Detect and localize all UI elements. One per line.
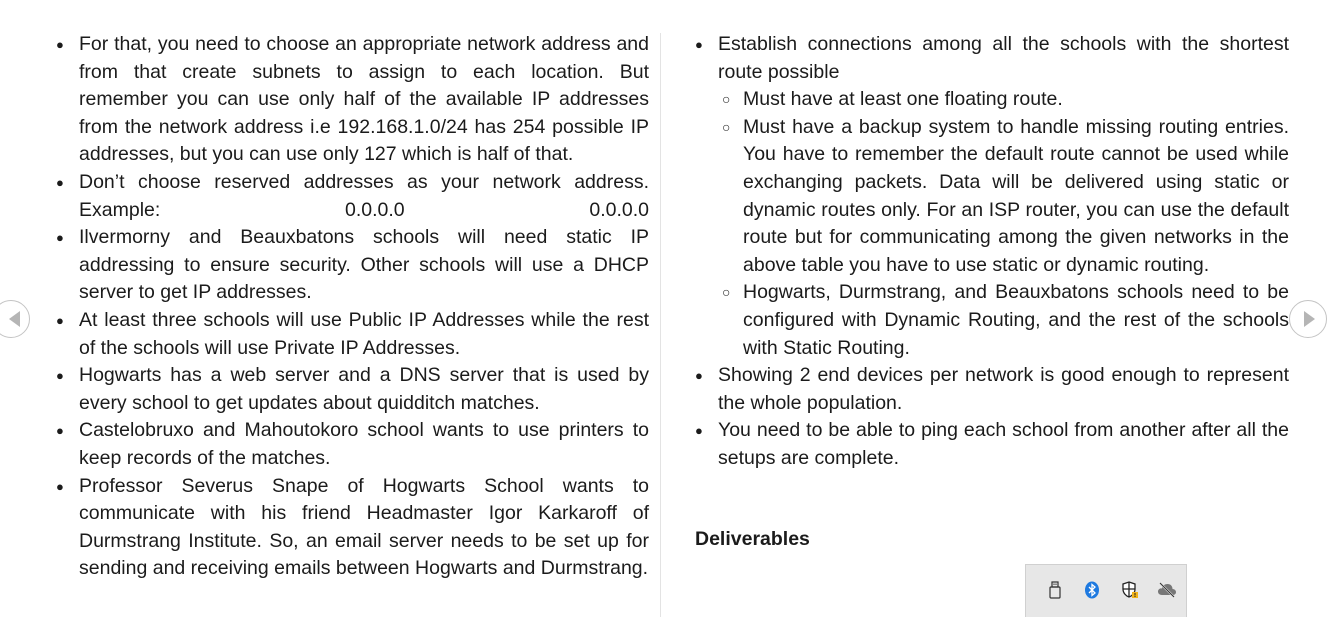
right-column: [695, 31, 1289, 473]
left-bullet-list: [56, 31, 649, 583]
right-bullet-list-continued: [695, 362, 1289, 472]
list-item: ● Ilvermorny and Beauxbatons schools will need static IP addressing to ensure security. Other schools will use a DHCP server to get IP addresses.: [56, 224, 649, 307]
list-item: ● Don’t choose reserved addresses as your network address. Example: 0.0.0.0 0.0.0.0: [56, 169, 649, 224]
section-heading: Deliverables: [695, 528, 810, 550]
security-shield-warning-icon[interactable]: [1111, 577, 1149, 603]
list-item: ● Professor Severus Snape of Hogwarts School wants to communicate with his friend Headmaster Igor Karkaroff of Durmstrang Institute. So, an email server needs to be set up for sending and receiving emails between Hogwarts and Durmstrang.: [56, 473, 649, 583]
list-item: ● Castelobruxo and Mahoutokoro school wants to use printers to keep records of the matches.: [56, 417, 649, 472]
sub-list-item: ○ Hogwarts, Durmstrang, and Beauxbatons schools need to be configured with Dynamic Routing, and the rest of the schools with Static Routing.: [695, 279, 1289, 362]
list-item: [695, 31, 1289, 86]
right-bullet-list: [695, 31, 1289, 86]
bluetooth-icon[interactable]: [1074, 577, 1112, 603]
chevron-right-icon: [1304, 311, 1315, 327]
sub-bullet-list: [695, 86, 1289, 362]
list-item: ● At least three schools will use Public IP Addresses while the rest of the schools will use Private IP Addresses.: [56, 307, 649, 362]
cloud-offline-icon[interactable]: [1149, 577, 1187, 603]
sub-list-item: ○ Must have at least one floating route.: [695, 86, 1289, 114]
list-item: ● Showing 2 end devices per network is good enough to represent the whole population.: [695, 362, 1289, 417]
previous-page-button[interactable]: [0, 300, 30, 338]
next-page-button[interactable]: [1289, 300, 1327, 338]
list-item: ● For that, you need to choose an appropriate network address and from that create subnets to assign to each location. But remember you can use only half of the available IP addresses from the network address i.e 192.168.1.0/24 has 254 possible IP addresses, but you can use only 127 which is half of that.: [56, 31, 649, 169]
list-item: ● You need to be able to ping each school from another after all the setups are complete.: [695, 417, 1289, 472]
page-divider: [660, 33, 661, 617]
chevron-left-icon: [9, 311, 20, 327]
list-item: ● Hogwarts has a web server and a DNS server that is used by every school to get updates about quidditch matches.: [56, 362, 649, 417]
usb-drive-icon[interactable]: [1036, 577, 1074, 603]
list-item-text: Establish connections among all the schools with the shortest route possible: [718, 33, 1289, 83]
left-column: [56, 31, 649, 583]
sub-list-item: ○ Must have a backup system to handle missing routing entries. You have to remember the default route cannot be used while exchanging packets. Data will be delivered using static or dynamic routes only. For an ISP router, you can use the default route but for communicating among the given networks in the above table you have to use static or dynamic routing.: [695, 114, 1289, 280]
system-tray-overflow: [1025, 564, 1187, 617]
